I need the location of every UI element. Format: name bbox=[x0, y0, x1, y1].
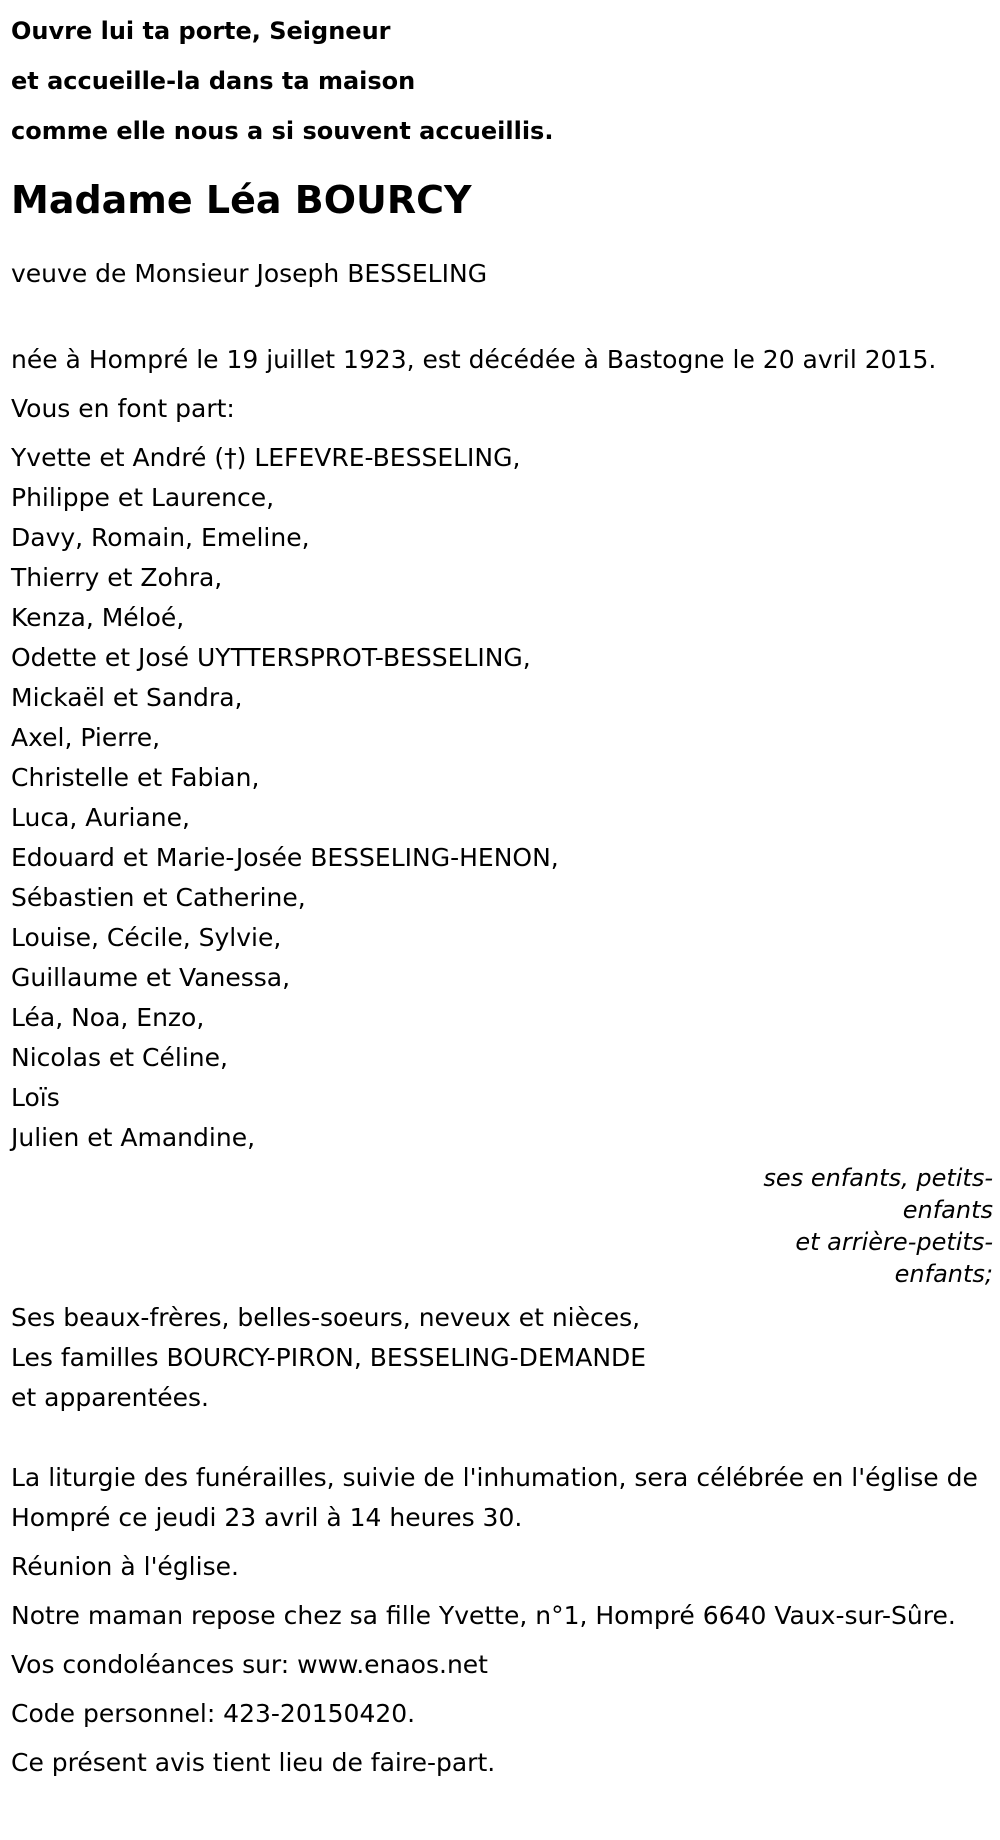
condolences-info: Vos condoléances sur: www.enaos.net bbox=[11, 1650, 488, 1679]
liturgy-info: La liturgie des funérailles, suivie de l'inhumation, sera célébrée en l'église de Hompré ce jeudi 23 avril à 14 heures 30. bbox=[11, 1463, 978, 1532]
family-member: Luca, Auriane, bbox=[11, 803, 190, 832]
family-member: Edouard et Marie-Josée BESSELING-HENON, bbox=[11, 843, 559, 872]
deceased-name: Madame Léa BOURCY bbox=[11, 178, 472, 222]
meeting-info: Réunion à l'église. bbox=[11, 1552, 239, 1581]
family-member: Christelle et Fabian, bbox=[11, 763, 260, 792]
verse-line: Ouvre lui ta porte, Seigneur bbox=[11, 17, 391, 45]
family-member: Léa, Noa, Enzo, bbox=[11, 1003, 205, 1032]
family-member: Kenza, Méloé, bbox=[11, 603, 185, 632]
family-member: Davy, Romain, Emeline, bbox=[11, 523, 310, 552]
family-member: Odette et José UYTTERSPROT-BESSELING, bbox=[11, 643, 531, 672]
family-member: Julien et Amandine, bbox=[11, 1123, 256, 1152]
birth-death: née à Hompré le 19 juillet 1923, est décédée à Bastogne le 20 avril 2015. bbox=[11, 345, 937, 374]
family-member: Thierry et Zohra, bbox=[11, 563, 223, 592]
verse bbox=[11, 6, 991, 156]
family-member: Yvette et André (†) LEFEVRE-BESSELING, bbox=[11, 443, 521, 472]
family-role-line: et arrière-petits-enfants; bbox=[795, 1228, 993, 1288]
family-member: Guillaume et Vanessa, bbox=[11, 963, 291, 992]
family-list bbox=[11, 438, 991, 1158]
obituary-notice bbox=[11, 6, 991, 1783]
family-role-line: ses enfants, petits-enfants bbox=[763, 1164, 993, 1224]
relatives-line: Les familles BOURCY-PIRON, BESSELING-DEMANDE bbox=[11, 1343, 647, 1372]
family-role bbox=[11, 1162, 993, 1290]
family-member: Loïs bbox=[11, 1083, 60, 1112]
notify-intro: Vous en font part: bbox=[11, 394, 235, 423]
notice-text: Ce présent avis tient lieu de faire-part. bbox=[11, 1748, 496, 1777]
family-member: Axel, Pierre, bbox=[11, 723, 161, 752]
verse-line: comme elle nous a si souvent accueillis. bbox=[11, 117, 554, 145]
resting-place: Notre maman repose chez sa fille Yvette, n°1, Hompré 6640 Vaux-sur-Sûre. bbox=[11, 1601, 956, 1630]
family-member: Nicolas et Céline, bbox=[11, 1043, 228, 1072]
personal-code: Code personnel: 423-20150420. bbox=[11, 1699, 416, 1728]
family-member: Sébastien et Catherine, bbox=[11, 883, 306, 912]
family-member: Louise, Cécile, Sylvie, bbox=[11, 923, 282, 952]
relatives-line: Ses beaux-frères, belles-soeurs, neveux et nièces, bbox=[11, 1303, 641, 1332]
family-member: Philippe et Laurence, bbox=[11, 483, 275, 512]
verse-line: et accueille-la dans ta maison bbox=[11, 67, 416, 95]
relatives-line: et apparentées. bbox=[11, 1383, 209, 1412]
relatives bbox=[11, 1298, 991, 1418]
family-member: Mickaël et Sandra, bbox=[11, 683, 243, 712]
widow-of: veuve de Monsieur Joseph BESSELING bbox=[11, 259, 488, 288]
